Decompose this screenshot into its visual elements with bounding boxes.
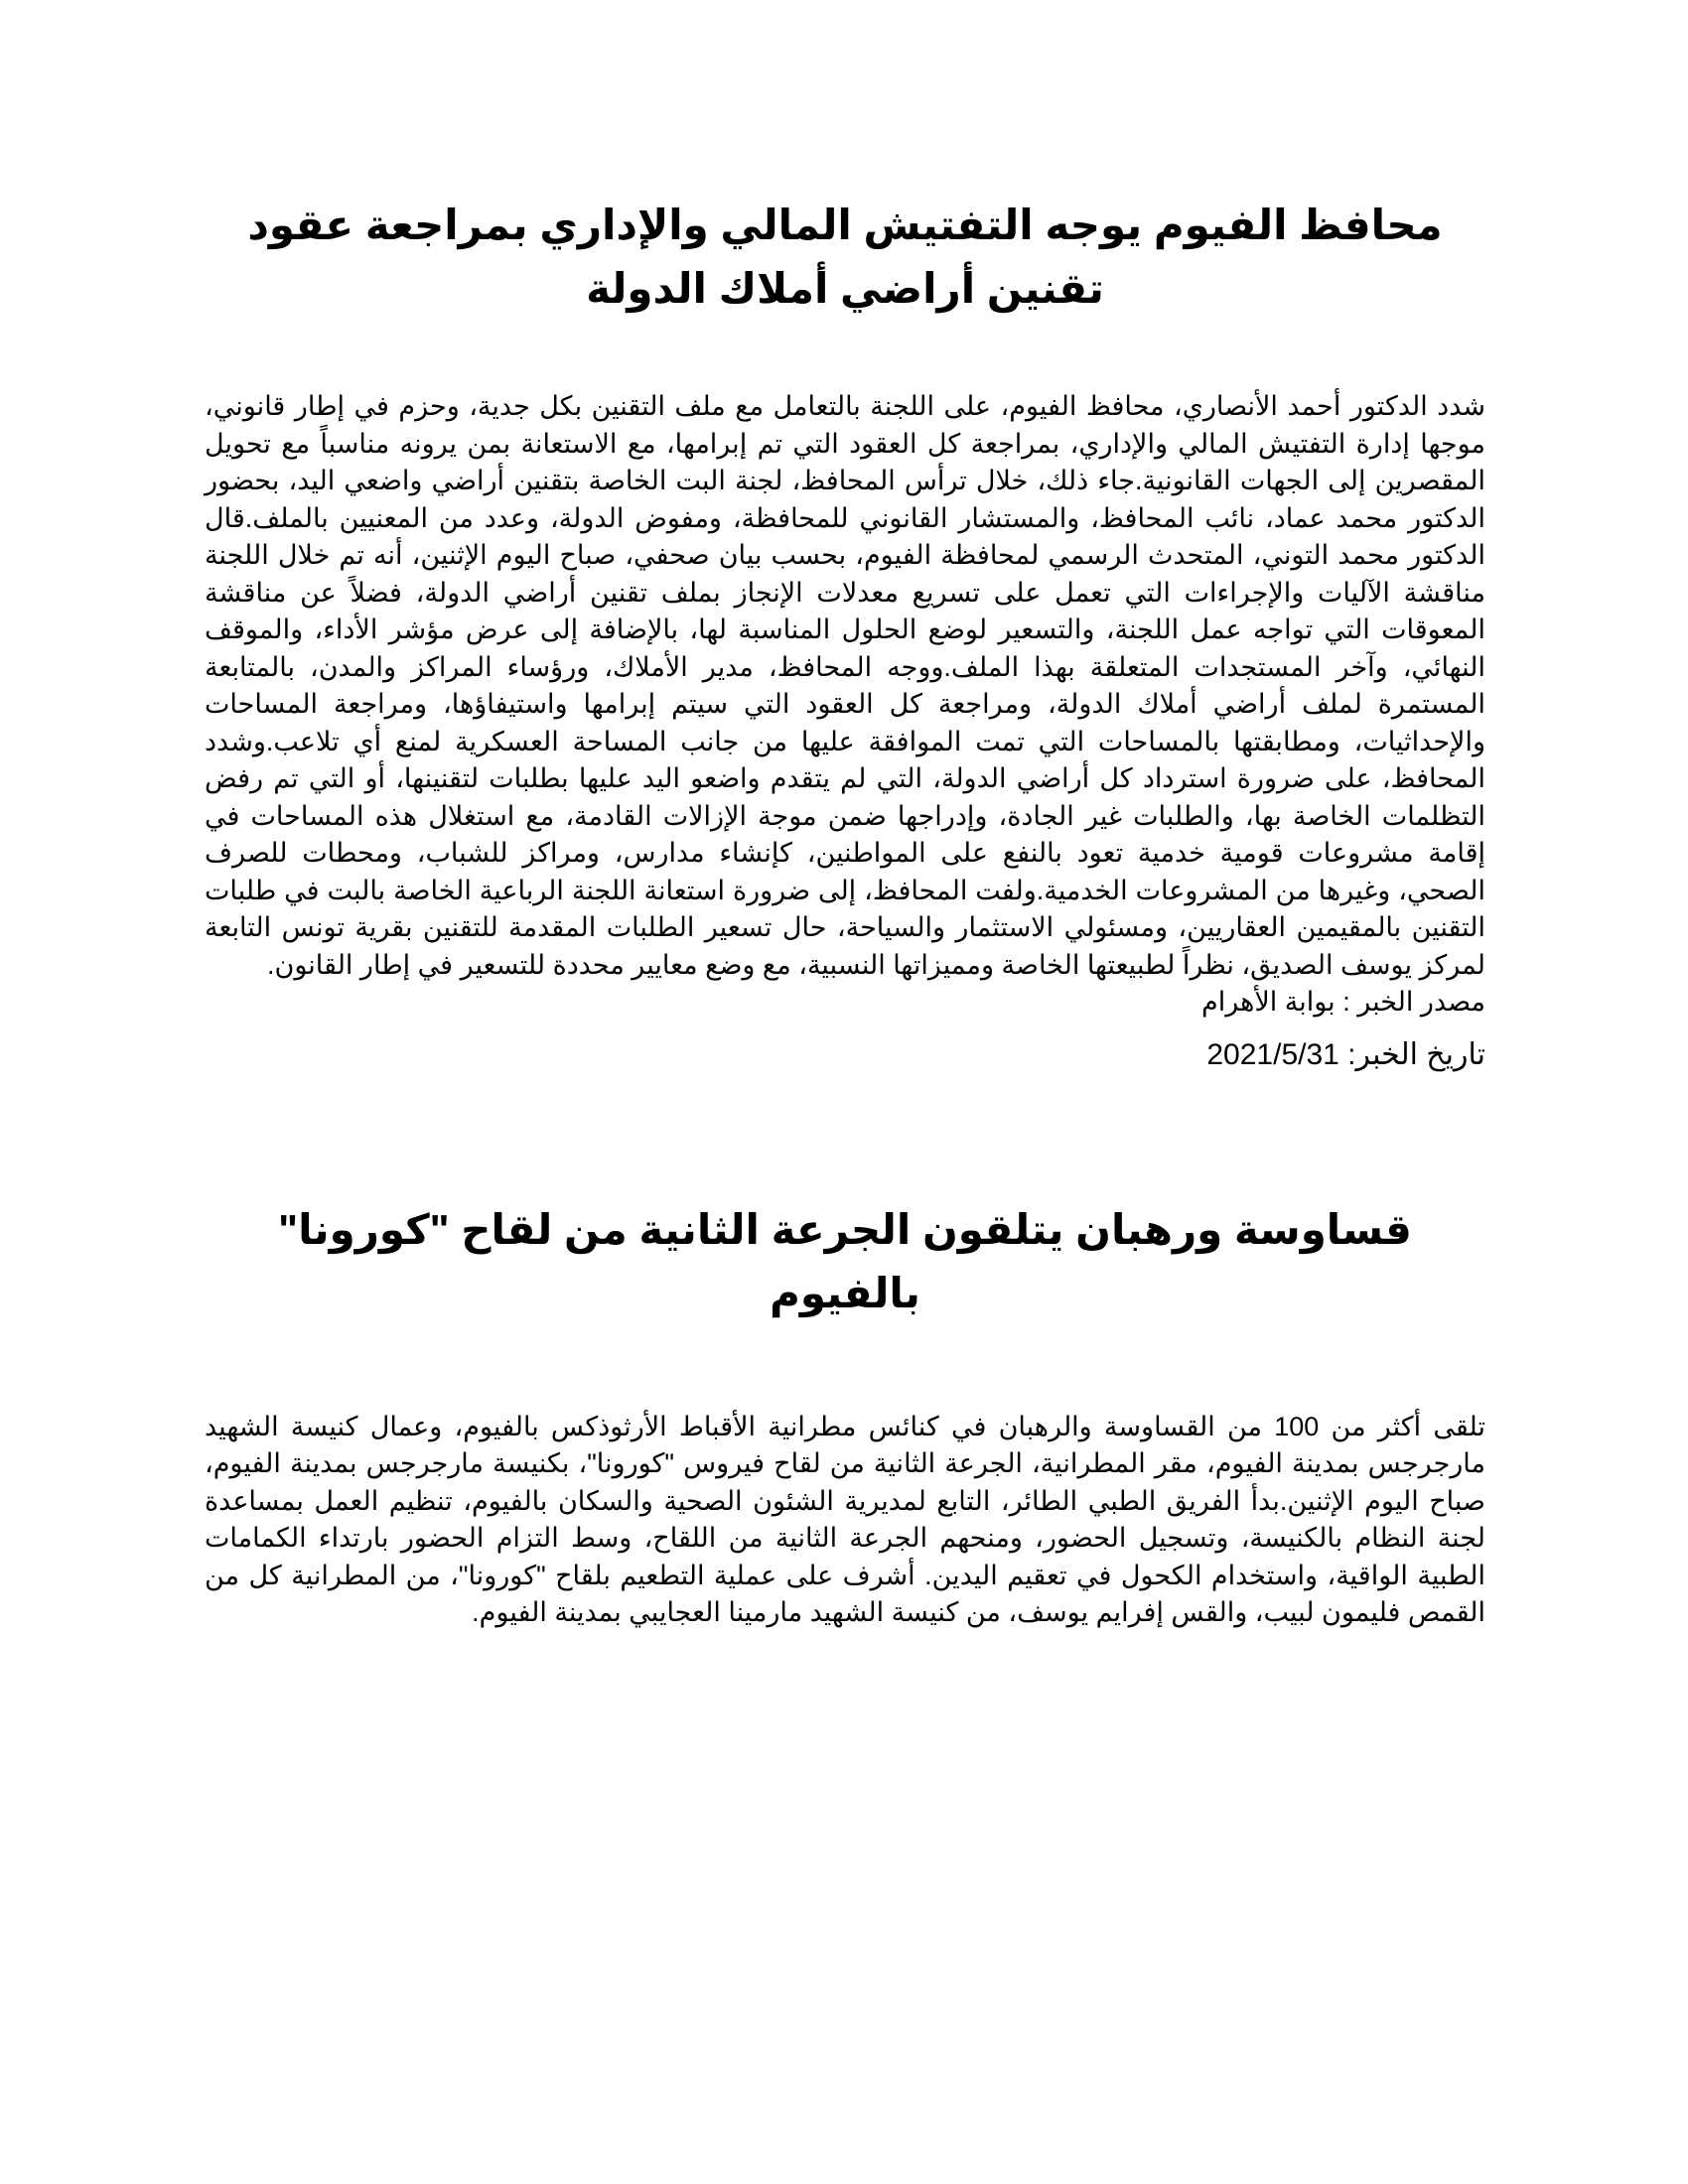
page-content (205, 194, 1485, 1632)
news-article-1 (205, 194, 1485, 1075)
article-1-body: شدد الدكتور أحمد الأنصاري، محافظ الفيوم، على اللجنة بالتعامل مع ملف التقنين بكل جدية، وحزم في إطار قانوني، موجها إدارة التفتيش المالي والإداري، بمراجعة كل العقود التي تم إبرامها، مع الاستعانة بمن يرونه مناسباً مع تحويل المقصرين إلى الجهات القانونية.جاء ذلك، خلال ترأس المحافظ، لجنة البت الخاصة بتقنين أراضي واضعي اليد، بحضور الدكتور محمد عماد، نائب المحافظ، والمستشار القانوني للمحافظة، ومفوض الدولة، وعدد من المعنيين بالملف.قال الدكتور محمد التوني، المتحدث الرسمي لمحافظة الفيوم، بحسب بيان صحفي، صباح اليوم الإثنين، أنه تم خلال اللجنة مناقشة الآليات والإجراءات التي تعمل على تسريع معدلات الإنجاز بملف تقنين أراضي الدولة، فضلاً عن مناقشة المعوقات التي تواجه عمل اللجنة، والتسعير لوضع الحلول المناسبة لها، بالإضافة إلى عرض مؤشر الأداء، والموقف النهائي، وآخر المستجدات المتعلقة بهذا الملف.ووجه المحافظ، مدير الأملاك، ورؤساء المراكز والمدن، بالمتابعة المستمرة لملف أراضي أملاك الدولة، ومراجعة كل العقود التي سيتم إبرامها واستيفاؤها، ومراجعة المساحات والإحداثيات، ومطابقتها بالمساحات التي تمت الموافقة عليها من جانب المساحة العسكرية لمنع أي تلاعب.وشدد المحافظ، على ضرورة استرداد كل أراضي الدولة، التي لم يتقدم واضعو اليد عليها بطلبات لتقنينها، أو التي تم رفض التظلمات الخاصة بها، والطلبات غير الجادة، وإدراجها ضمن موجة الإزالات القادمة، مع استغلال هذه المساحات في إقامة مشروعات قومية خدمية تعود بالنفع على المواطنين، كإنشاء مدارس، ومراكز للشباب، ومحطات للصرف الصحي، وغيرها من المشروعات الخدمية.ولفت المحافظ، إلى ضرورة استعانة اللجنة الرباعية الخاصة بالبت في طلبات التقنين بالمقيمين العقاريين، ومسئولي الاستثمار والسياحة، حال تسعير الطلبات المقدمة للتقنين بقرية تونس التابعة لمركز يوسف الصديق، نظراً لطبيعتها الخاصة ومميزاتها النسبية، مع وضع معايير محددة للتسعير في إطار القانون. (205, 391, 1485, 980)
article-2-title: قساوسة ورهبان يتلقون الجرعة الثانية من لقاح "كورونا" بالفيوم (278, 1205, 1412, 1316)
date-value: 2021/5/31 (1206, 1037, 1339, 1071)
news-article-2 (205, 1198, 1485, 1632)
article-1-date (205, 1035, 1485, 1075)
date-label: تاريخ الخبر: (1338, 1037, 1485, 1071)
article-1-title: محافظ الفيوم يوجه التفتيش المالي والإداري بمراجعة عقود تقنين أراضي أملاك الدولة (247, 202, 1443, 312)
article-1-source: مصدر الخبر : بوابة الأهرام (1200, 987, 1485, 1017)
article-2-body: تلقى أكثر من 100 من القساوسة والرهبان في كنائس مطرانية الأقباط الأرثوذكس بالفيوم، وعمال كنيسة الشهيد مارجرجس بمدينة الفيوم، مقر المطرانية، الجرعة الثانية من لقاح فيروس "كورونا"، بكنيسة مارجرجس بمدينة الفيوم، صباح اليوم الإثنين.بدأ الفريق الطبي الطائر، التابع لمديرية الشئون الصحية والسكان بالفيوم، تنظيم العمل بمساعدة لجنة النظام بالكنيسة، وتسجيل الحضور، ومنحهم الجرعة الثانية من اللقاح، وسط التزام الحضور بارتداء الكمامات الطبية الواقية، واستخدام الكحول في تعقيم اليدين. أشرف على عملية التطعيم بلقاح "كورونا"، من المطرانية كل من القمص فليمون لبيب، والقس إفرايم يوسف، من كنيسة الشهيد مارمينا العجايبي بمدينة الفيوم. (205, 1411, 1485, 1627)
